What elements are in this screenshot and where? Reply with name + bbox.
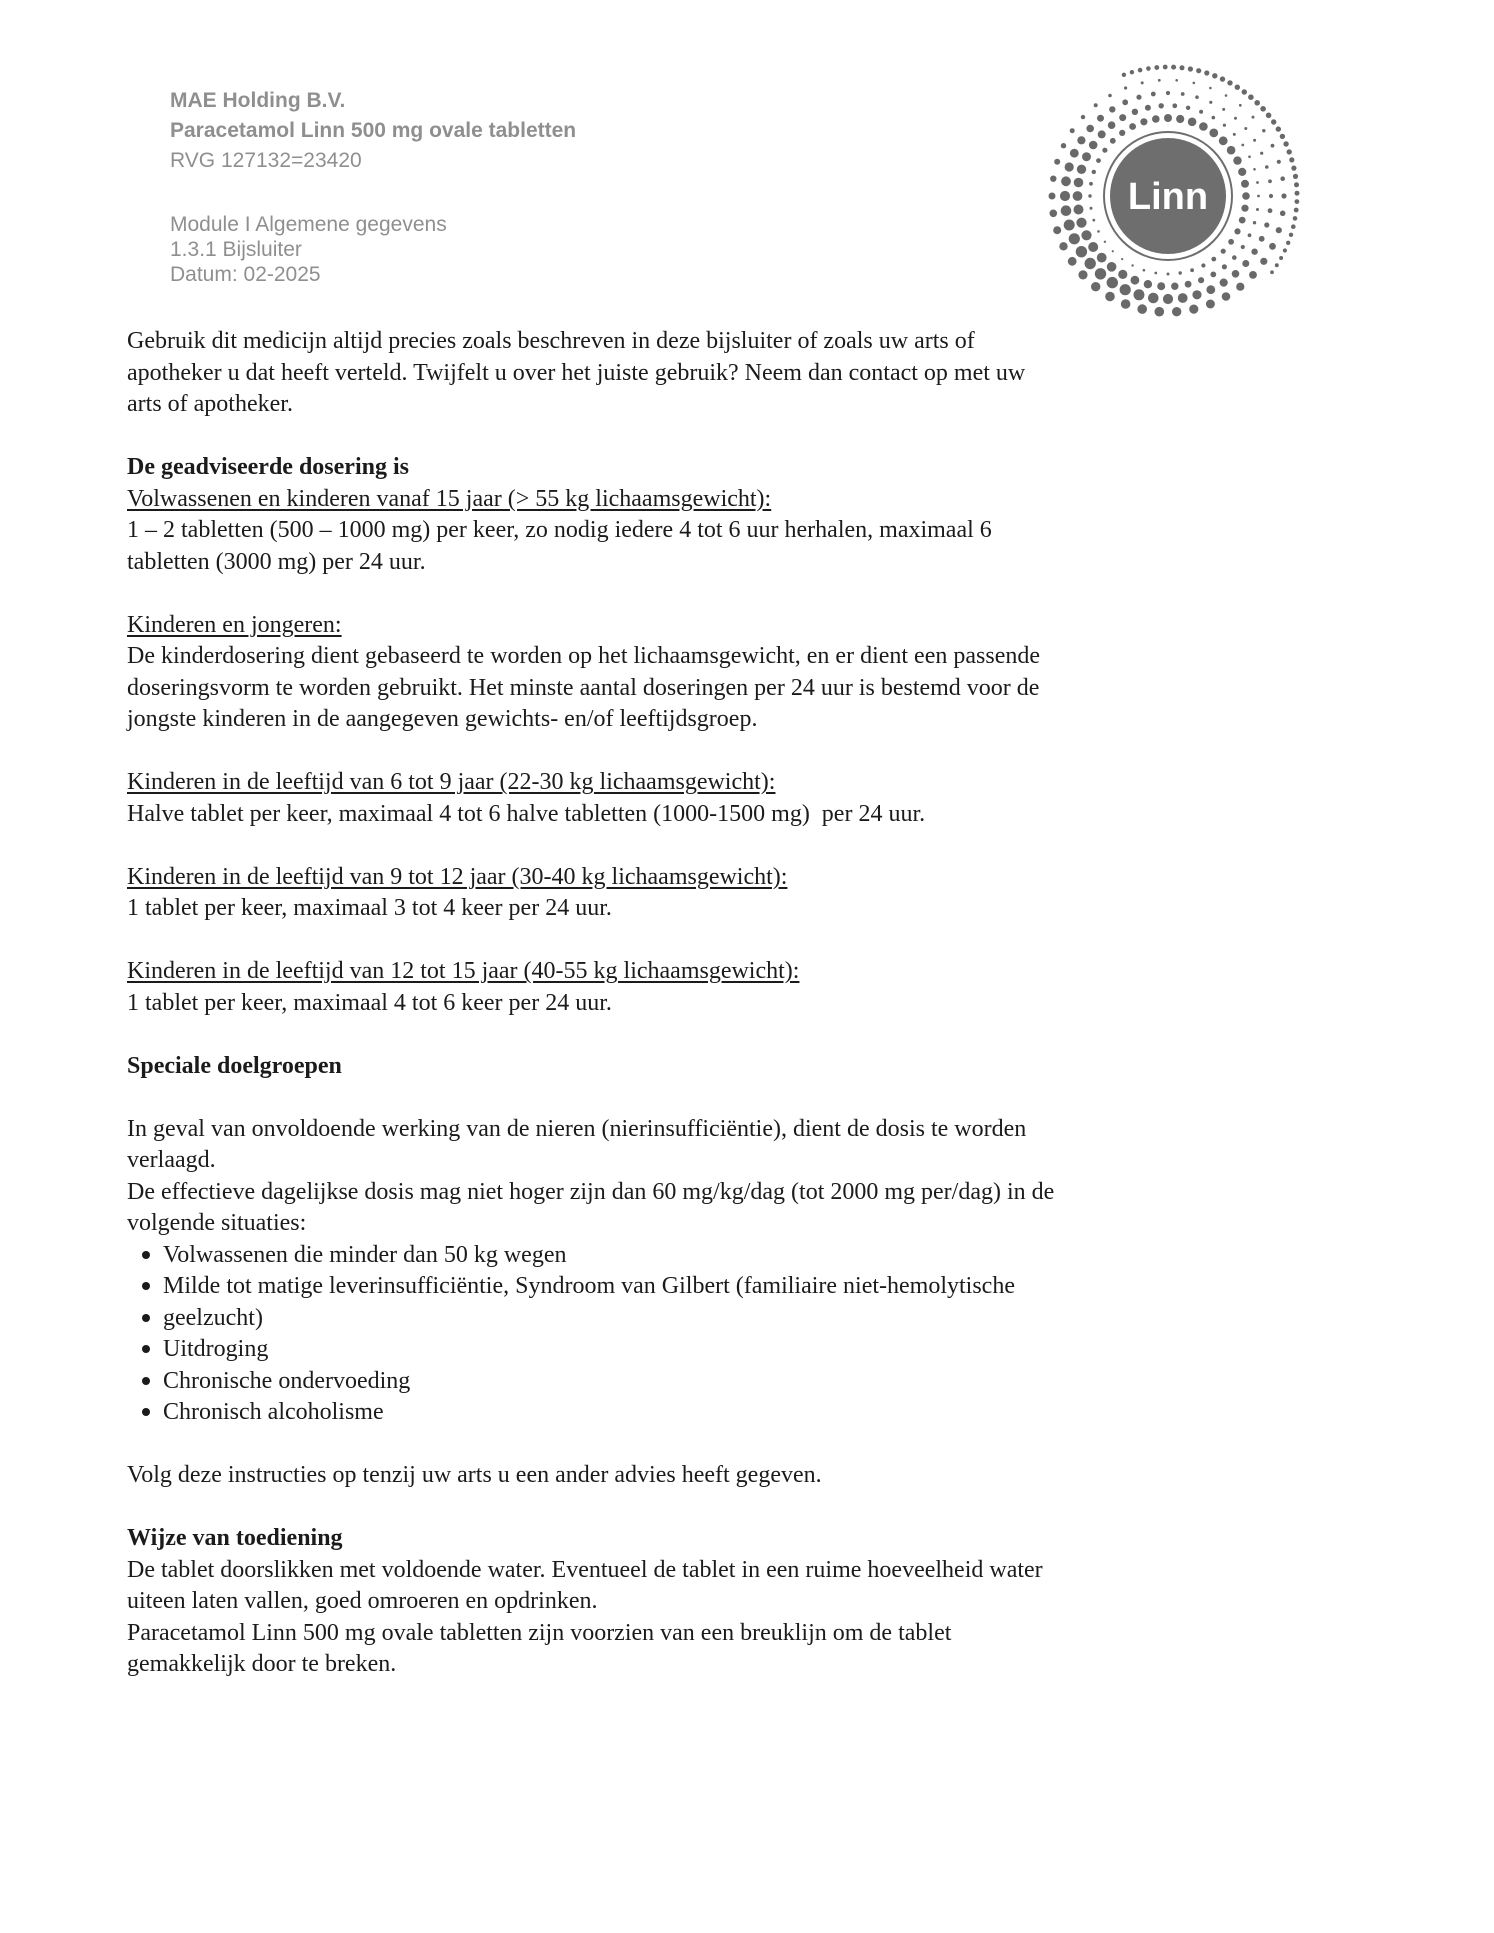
bullet-text: Volwassenen die minder dan 50 kg wegen	[163, 1241, 567, 1268]
text-line: De effectieve dagelijkse dosis mag niet hoger zijn dan 60 mg/kg/dag (tot 2000 mg per/dag) in de	[127, 1178, 1055, 1205]
bullet-item	[127, 1240, 1054, 1272]
bullet-text: geelzucht)	[163, 1304, 263, 1331]
text-line: Speciale doelgroepen	[127, 1052, 342, 1079]
blank-line	[127, 578, 1054, 610]
bullet-icon	[142, 1408, 150, 1416]
rvg-number: RVG 127132=23420	[170, 149, 362, 172]
text-line: Kinderen in de leeftijd van 9 tot 12 jaar (30-40 kg lichaamsgewicht):	[127, 863, 788, 890]
bullet-icon	[142, 1345, 150, 1353]
blank-line	[127, 925, 1054, 957]
text-line: 1 tablet per keer, maximaal 3 tot 4 keer per 24 uur.	[127, 895, 612, 921]
bullet-icon	[142, 1314, 150, 1322]
blank-line	[127, 830, 1054, 862]
blank-line	[127, 1492, 1054, 1524]
text-line: Halve tablet per keer, maximaal 4 tot 6 halve tabletten (1000-1500 mg) per 24 uur.	[127, 800, 926, 827]
module-line: Module I Algemene gegevens	[170, 213, 447, 236]
blank-line	[127, 736, 1054, 768]
bullet-icon	[142, 1377, 150, 1385]
text-line: jongste kinderen in de aangegeven gewichts- en/of leeftijdsgroep.	[127, 706, 758, 732]
section-line: 1.3.1 Bijsluiter	[170, 238, 302, 261]
linn-logo	[1028, 56, 1308, 336]
text-line: tabletten (3000 mg) per 24 uur.	[127, 548, 426, 575]
text-line: De kinderdosering dient gebaseerd te worden op het lichaamsgewicht, en er dient een passende	[127, 643, 1040, 669]
bullet-icon	[142, 1251, 150, 1259]
document-header	[170, 86, 576, 287]
text-line: gemakkelijk door te breken.	[127, 1651, 397, 1677]
blank-line	[127, 421, 1054, 453]
company-name: MAE Holding B.V.	[170, 89, 346, 112]
text-line: Gebruik dit medicijn altijd precies zoals beschreven in deze bijsluiter of zoals uw arts of	[127, 328, 975, 354]
bullet-text: Chronische ondervoeding	[163, 1367, 411, 1394]
bullet-text: Uitdroging	[163, 1336, 269, 1362]
text-line: De geadviseerde dosering is	[127, 454, 409, 480]
logo-label: Linn	[1127, 176, 1209, 218]
text-line: Kinderen en jongeren:	[127, 611, 342, 638]
bullet-text: Chronisch alcoholisme	[163, 1399, 384, 1425]
bullet-item	[127, 1334, 1054, 1366]
bullet-text: Milde tot matige leverinsufficiëntie, Syndroom van Gilbert (familiaire niet-hemolytische	[163, 1273, 1015, 1299]
text-line: Wijze van toediening	[127, 1525, 343, 1551]
bullet-item	[127, 1366, 1054, 1398]
text-line: arts of apotheker.	[127, 391, 293, 417]
text-line: In geval van onvoldoende werking van de nieren (nierinsufficiëntie), dient de dosis te worden	[127, 1115, 1027, 1142]
document-body	[127, 326, 1054, 1681]
text-line: Volwassenen en kinderen vanaf 15 jaar (> 55 kg lichaamsgewicht):	[127, 485, 772, 512]
text-line: volgende situaties:	[127, 1210, 307, 1236]
bullet-icon	[142, 1282, 150, 1290]
text-line: 1 tablet per keer, maximaal 4 tot 6 keer per 24 uur.	[127, 989, 612, 1016]
blank-line	[127, 1019, 1054, 1051]
bullet-item	[127, 1271, 1054, 1303]
text-line: Volg deze instructies op tenzij uw arts u een ander advies heeft gegeven.	[127, 1462, 822, 1488]
blank-line	[127, 1429, 1054, 1461]
text-line: uiteen laten vallen, goed omroeren en opdrinken.	[127, 1588, 598, 1614]
text-line: 1 – 2 tabletten (500 – 1000 mg) per keer, zo nodig iedere 4 tot 6 uur herhalen, maximaal 6	[127, 517, 992, 543]
product-title: Paracetamol Linn 500 mg ovale tabletten	[170, 119, 577, 142]
text-line: verlaagd.	[127, 1147, 216, 1173]
text-line: Kinderen in de leeftijd van 6 tot 9 jaar (22-30 kg lichaamsgewicht):	[127, 769, 776, 795]
text-line: Paracetamol Linn 500 mg ovale tabletten zijn voorzien van een breuklijn om de tablet	[127, 1619, 952, 1646]
bullet-item	[127, 1303, 1054, 1335]
date-line: Datum: 02-2025	[170, 263, 321, 286]
bullet-item	[127, 1397, 1054, 1429]
blank-line	[127, 1082, 1054, 1114]
text-line: apotheker u dat heeft verteld. Twijfelt u over het juiste gebruik? Neem dan contact op met uw	[127, 359, 1026, 386]
text-line: doseringsvorm te worden gebruikt. Het minste aantal doseringen per 24 uur is bestemd voor de	[127, 674, 1040, 701]
text-line: De tablet doorslikken met voldoende water. Eventueel de tablet in een ruime hoeveelheid water	[127, 1556, 1043, 1583]
text-line: Kinderen in de leeftijd van 12 tot 15 jaar (40-55 kg lichaamsgewicht):	[127, 958, 800, 984]
